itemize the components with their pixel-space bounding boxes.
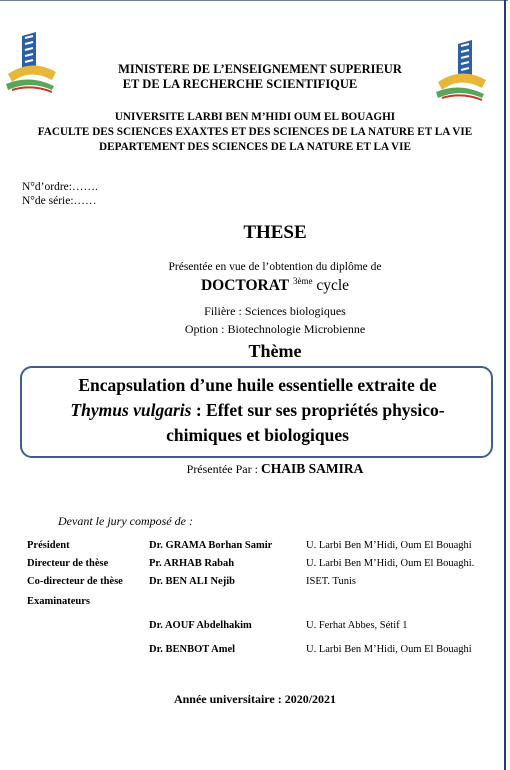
jury-name: Dr. GRAMA Borhan Samir: [149, 540, 273, 551]
university-name: UNIVERSITE LARBI BEN M’HIDI OUM EL BOUAGHI: [114, 111, 396, 123]
author-prefix: Présentée Par :: [186, 462, 261, 476]
degree: [100, 276, 450, 295]
document-type: THESE: [243, 222, 307, 243]
faculty-name: FACULTE DES SCIENCES EXAXTES ET DES SCIENCES DE LA NATURE ET LA VIE: [37, 126, 473, 138]
author-name: CHAIB SAMIRA: [260, 461, 364, 476]
jury-institution: ISET. Tunis: [306, 576, 356, 587]
thesis-title-line-1: Encapsulation d’une huile essentielle extraite de: [78, 375, 437, 395]
jury-role: Directeur de thèse: [27, 558, 109, 569]
theme-label: Thème: [248, 341, 302, 361]
reference-numbers: [22, 180, 98, 208]
order-number: N°d’ordre:…….: [22, 181, 98, 193]
serial-number: N°de série:……: [22, 195, 97, 207]
jury-institution: U. Larbi Ben M’Hidi, Oum El Bouaghi: [306, 540, 472, 551]
author: [100, 461, 450, 477]
thesis-title: [30, 373, 485, 448]
institution-block: [0, 110, 510, 155]
jury-institution: U. Larbi Ben M’Hidi, Oum El Bouaghi.: [306, 558, 475, 569]
degree-superscript: 3ème: [292, 276, 313, 286]
thesis-title-line-3: chimiques et biologiques: [166, 425, 349, 445]
jury-role: Co-directeur de thèse: [27, 576, 123, 587]
filiere: Filière : Sciences biologiques: [204, 304, 346, 318]
jury-name: Dr. BEN ALI Nejib: [149, 576, 235, 587]
thesis-title-line-2: [30, 398, 485, 423]
department-name: DEPARTEMENT DES SCIENCES DE LA NATURE ET LA VIE: [99, 141, 411, 153]
degree-suffix: cycle: [312, 277, 350, 295]
jury-institution: U. Ferhat Abbes, Sétif 1: [306, 620, 408, 631]
species-name: Thymus vulgaris: [70, 400, 192, 420]
option: Option : Biotechnologie Microbienne: [184, 322, 366, 336]
thesis-title-line-2-rest: : Effet sur ses propriétés physico-: [191, 400, 445, 420]
jury-name: Dr. BENBOT Amel: [149, 644, 236, 655]
ministry-heading: [70, 62, 450, 92]
page-top-border: [0, 0, 508, 1]
jury-institution: U. Larbi Ben M’Hidi, Oum El Bouaghi: [306, 644, 472, 655]
jury-name: Pr. ARHAB Rabah: [149, 558, 235, 569]
ministry-line-2: ET DE LA RECHERCHE SCIENTIFIQUE: [122, 77, 358, 91]
jury-role: Président: [27, 540, 70, 551]
jury-intro: Devant le jury composé de :: [58, 514, 193, 528]
jury-name: Dr. AOUF Abdelhakim: [149, 620, 252, 631]
degree-name: DOCTORAT: [200, 277, 290, 295]
presented-for: Présentée en vue de l’obtention du diplôme de: [168, 261, 382, 273]
ministry-line-1: MINISTERE DE L’ENSEIGNEMENT SUPERIEUR: [118, 62, 402, 76]
jury-role: Examinateurs: [27, 596, 90, 607]
academic-year: Année universitaire : 2020/2021: [173, 692, 337, 706]
